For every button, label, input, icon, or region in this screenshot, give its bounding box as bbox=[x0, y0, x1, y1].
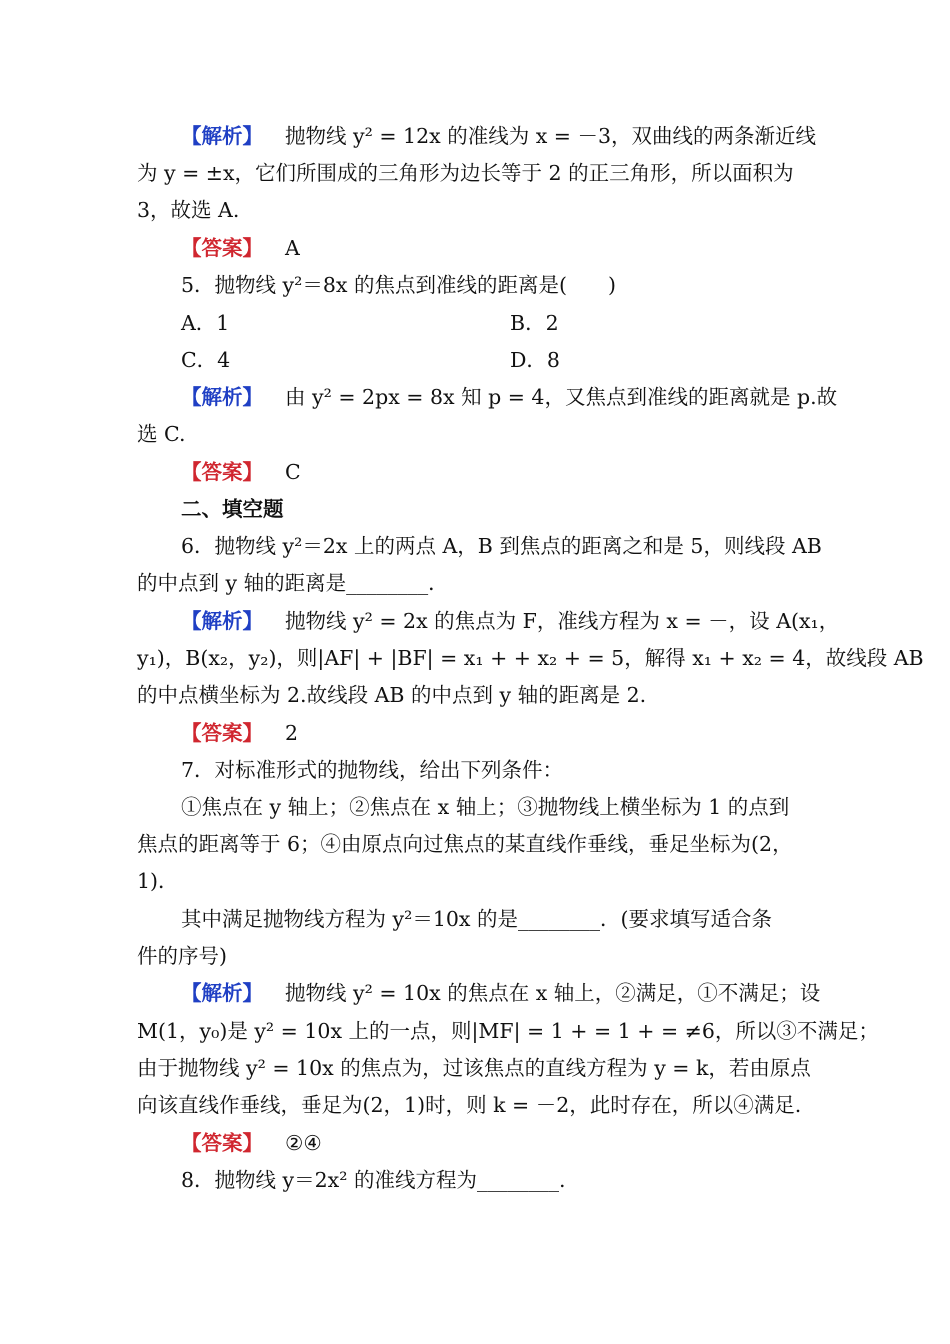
analysis-line bbox=[181, 978, 821, 1008]
text-line: M(1，y₀)是 y² = 10x 上的一点，则|MF| = 1 + = 1 + = ≠6，所以③不满足； bbox=[137, 1019, 879, 1043]
option-c: C．4 bbox=[181, 348, 231, 372]
text-line: y₁)，B(x₂，y₂)，则|AF| + |BF| = x₁ + + x₂ + = 5，解得 x₁ + x₂ = 4，故线段 AB bbox=[137, 646, 924, 670]
question-6: 6．抛物线 y²＝2x 上的两点 A，B 到焦点的距离之和是 5，则线段 AB bbox=[181, 534, 822, 558]
text: 抛物线 y² = 12x 的准线为 x = －3，双曲线的两条渐近线 bbox=[285, 124, 817, 148]
answer-line bbox=[181, 1128, 817, 1158]
options-row bbox=[181, 345, 817, 375]
analysis-line bbox=[181, 606, 840, 636]
text-line: 的中点横坐标为 2.故线段 AB 的中点到 y 轴的距离是 2. bbox=[137, 683, 647, 707]
text-line: 1)． bbox=[137, 869, 179, 893]
answer-tag: 【答案】 bbox=[181, 236, 263, 260]
question-7: 7．对标准形式的抛物线，给出下列条件： bbox=[181, 758, 564, 782]
answer-line bbox=[181, 457, 817, 487]
answer-line bbox=[181, 233, 817, 263]
analysis-tag: 【解析】 bbox=[181, 981, 263, 1005]
option-a: A．1 bbox=[181, 311, 230, 335]
text-line: 为 y = ±x，它们所围成的三角形为边长等于 2 的正三角形，所以面积为 bbox=[137, 161, 794, 185]
options-row bbox=[181, 308, 817, 338]
answer-line bbox=[181, 718, 817, 748]
answer-value: C bbox=[285, 460, 301, 484]
text-line: 件的序号) bbox=[137, 944, 227, 968]
analysis-tag: 【解析】 bbox=[181, 385, 263, 409]
question-5: 5．抛物线 y²＝8x 的焦点到准线的距离是( ) bbox=[181, 273, 616, 297]
answer-tag: 【答案】 bbox=[181, 1131, 263, 1155]
text-line: 选 C. bbox=[137, 422, 186, 446]
answer-value: ②④ bbox=[285, 1131, 322, 1155]
text-line: 3，故选 A. bbox=[137, 198, 240, 222]
text-line: 的中点到 y 轴的距离是________． bbox=[137, 571, 449, 595]
text-line: ①焦点在 y 轴上；②焦点在 x 轴上；③抛物线上横坐标为 1 的点到 bbox=[181, 795, 790, 819]
analysis-line bbox=[181, 382, 838, 412]
answer-value: 2 bbox=[285, 721, 299, 745]
answer-tag: 【答案】 bbox=[181, 460, 263, 484]
analysis-tag: 【解析】 bbox=[181, 609, 263, 633]
text: 抛物线 y² = 2x 的焦点为 F，准线方程为 x = －，设 A(x₁， bbox=[285, 609, 840, 633]
text-line: 焦点的距离等于 6；④由原点向过焦点的某直线作垂线，垂足坐标为(2， bbox=[137, 832, 793, 856]
question-8: 8．抛物线 y＝2x² 的准线方程为________. bbox=[181, 1168, 566, 1192]
text-line: 由于抛物线 y² = 10x 的焦点为，过该焦点的直线方程为 y = k，若由原点 bbox=[137, 1056, 811, 1080]
answer-value: A bbox=[285, 236, 300, 260]
section-heading: 二、填空题 bbox=[181, 497, 284, 521]
option-b: B．2 bbox=[510, 311, 559, 335]
text: 抛物线 y² = 10x 的焦点在 x 轴上，②满足，①不满足；设 bbox=[285, 981, 821, 1005]
text: 由 y² = 2px = 8x 知 p = 4，又焦点到准线的距离就是 p.故 bbox=[285, 385, 838, 409]
text-line: 其中满足抛物线方程为 y²＝10x 的是________．(要求填写适合条 bbox=[181, 907, 772, 931]
analysis-tag: 【解析】 bbox=[181, 124, 263, 148]
answer-tag: 【答案】 bbox=[181, 721, 263, 745]
text-line: 向该直线作垂线，垂足为(2，1)时，则 k = －2，此时存在，所以④满足. bbox=[137, 1093, 802, 1117]
option-d: D．8 bbox=[510, 348, 560, 372]
analysis-line bbox=[181, 121, 817, 151]
